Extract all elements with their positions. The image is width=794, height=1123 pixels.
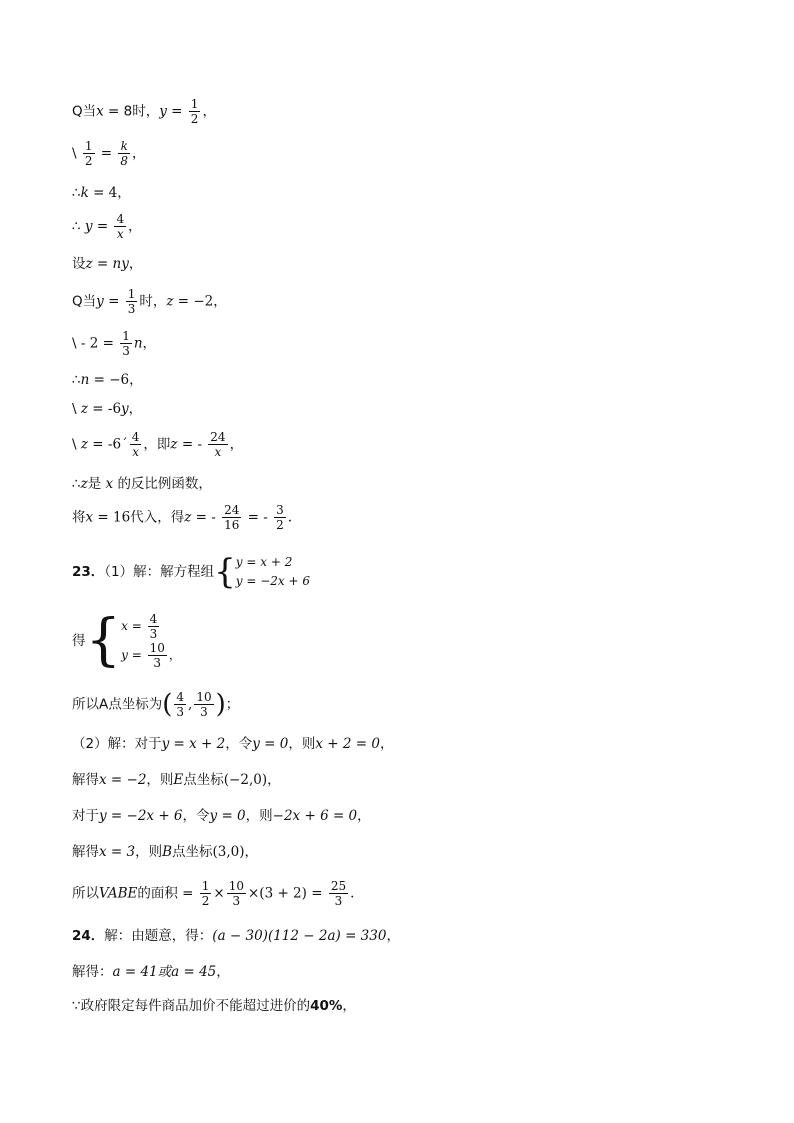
text: ∴ — [72, 476, 81, 492]
math-var: n — [133, 335, 143, 352]
math-expr: x = −2 — [99, 772, 147, 788]
text: = — [96, 145, 117, 162]
fraction — [114, 212, 126, 241]
math-var: y — [96, 293, 104, 310]
math-var: x — [85, 509, 94, 526]
text: （2）解：对于 — [72, 736, 162, 752]
text: 对于 — [72, 808, 99, 824]
brace: { — [85, 608, 122, 673]
text: = −6， — [89, 372, 143, 388]
text: （1）解：解方程组 — [104, 564, 215, 580]
denominator: 16 — [224, 518, 240, 532]
math-var: z — [184, 509, 192, 526]
denominator: 3 — [149, 627, 158, 641]
text: 设 — [72, 256, 86, 272]
math-var: y — [121, 401, 129, 417]
text: ， — [342, 998, 356, 1014]
math-expr: x + 2 = 0 — [315, 736, 380, 752]
text: 的反比例函数， — [117, 476, 212, 492]
text: 得 — [72, 633, 86, 649]
fraction — [148, 641, 167, 670]
text: = -6´ — [87, 436, 128, 453]
text: ，令 — [225, 736, 253, 752]
line-23 — [72, 1000, 356, 1014]
denominator: x — [132, 445, 139, 459]
text: 点坐标 — [172, 844, 213, 860]
math-var: z — [170, 436, 178, 453]
text: = 8时， — [103, 103, 160, 120]
text: \ — [72, 335, 77, 352]
line-12 — [72, 503, 292, 532]
text: ， — [244, 844, 259, 860]
line-22 — [72, 966, 230, 980]
text: 的面积 = — [137, 885, 198, 902]
math-var: z — [80, 476, 88, 492]
line-6 — [72, 287, 227, 316]
text: = — [92, 218, 113, 235]
numerator: 4 — [116, 212, 125, 226]
math-var: y — [84, 218, 93, 235]
text: ， — [128, 218, 142, 235]
text: \ — [72, 145, 77, 162]
line-4 — [72, 212, 142, 241]
denominator: 8 — [120, 154, 129, 168]
text: ， — [128, 401, 143, 417]
brace: { — [214, 552, 236, 592]
text: ，则 — [135, 844, 163, 860]
text: 40% — [310, 998, 343, 1014]
text: ， — [168, 648, 181, 662]
denominator: 2 — [190, 112, 199, 126]
line-9 — [72, 403, 142, 417]
numerator: 4 — [176, 690, 185, 704]
line-20 — [72, 879, 354, 908]
text: ，即 — [143, 436, 171, 453]
fraction — [83, 139, 95, 168]
text: \ — [72, 401, 77, 417]
denominator: 3 — [334, 894, 343, 908]
denominator: 2 — [84, 154, 93, 168]
text: = −2， — [173, 293, 227, 310]
math-expr: z = ny — [85, 256, 129, 272]
numerator: 4 — [131, 430, 140, 444]
numerator: k — [118, 139, 130, 154]
text: ， — [357, 808, 371, 824]
math-expr: x = 3 — [99, 844, 136, 860]
numerator: 3 — [276, 503, 284, 517]
fraction — [227, 879, 246, 908]
denominator: 3 — [232, 894, 241, 908]
solution-system — [121, 612, 181, 670]
equation: y = x + 2 — [235, 555, 293, 569]
line-18 — [72, 810, 371, 824]
text: = - — [177, 436, 207, 453]
equation-system — [236, 553, 310, 591]
text: ， — [132, 145, 146, 162]
text: 解得 — [72, 772, 99, 788]
fraction — [329, 879, 348, 908]
fraction — [274, 503, 286, 532]
denominator: 3 — [153, 656, 162, 670]
text: 点坐标 — [183, 772, 224, 788]
question-number: 23． — [72, 564, 105, 580]
line-13 — [72, 553, 310, 591]
text: - 2 = — [76, 335, 119, 352]
fraction — [126, 287, 138, 316]
math-var: z — [80, 401, 88, 417]
text: y = — [121, 648, 146, 662]
fraction — [189, 97, 201, 126]
text: ， — [142, 335, 157, 352]
text: = — [103, 293, 124, 310]
numerator: 10 — [228, 879, 244, 893]
line-7 — [72, 329, 156, 358]
math-var: z — [80, 436, 88, 453]
question-number: 24． — [72, 928, 105, 944]
text: ，则 — [245, 808, 273, 824]
math-expr: y = x + 2 — [161, 736, 226, 752]
text: 解：由题意，得： — [104, 928, 213, 944]
text: ； — [225, 696, 240, 713]
math-expr: (a − 30)(112 − 2a) = 330 — [212, 928, 387, 944]
text: ， — [379, 736, 394, 752]
fraction — [148, 612, 160, 641]
math-expr: (3,0) — [212, 844, 245, 860]
line-15 — [72, 690, 239, 719]
math-var: x — [105, 476, 114, 492]
denominator: x — [214, 445, 222, 459]
line-1 — [72, 97, 216, 126]
text: ， — [229, 436, 244, 453]
fraction — [208, 430, 227, 459]
numerator: 1 — [201, 879, 210, 893]
line-14 — [72, 608, 181, 673]
math-expr: y = −2x + 6 — [99, 808, 183, 824]
text: = 16代入，得 — [93, 509, 185, 526]
line-21 — [72, 930, 400, 944]
fraction — [200, 879, 212, 908]
text: ， — [267, 772, 281, 788]
math-expr: y = 0 — [209, 808, 246, 824]
line-5 — [72, 258, 142, 272]
denominator: 3 — [127, 302, 136, 316]
text: \ — [72, 436, 77, 453]
denominator: 3 — [200, 705, 208, 719]
text: ，令 — [182, 808, 210, 824]
math-var: x — [96, 103, 104, 120]
math-var: E — [173, 772, 184, 788]
numerator: 25 — [330, 879, 347, 893]
line-19 — [72, 846, 258, 860]
math-var: y — [159, 103, 167, 120]
text: ∴ — [72, 185, 81, 201]
text: = 4， — [88, 185, 131, 201]
denominator: 2 — [276, 518, 284, 532]
numerator: 1 — [122, 329, 130, 343]
text: 所以 — [72, 885, 99, 902]
text: x = — [121, 619, 146, 633]
text: 时， — [139, 293, 167, 310]
text: . — [287, 509, 293, 526]
fraction — [222, 503, 241, 532]
text: = - — [191, 509, 221, 526]
line-10 — [72, 430, 243, 459]
text: ， — [386, 928, 400, 944]
numerator: 10 — [196, 690, 212, 704]
denominator: 3 — [176, 705, 185, 719]
numerator: 1 — [190, 97, 199, 111]
line-11 — [72, 478, 212, 492]
fraction — [120, 329, 132, 358]
text: . — [350, 885, 355, 902]
math-var: k — [80, 185, 89, 201]
text: 所以A点坐标为 — [72, 696, 163, 713]
numerator: 1 — [84, 139, 93, 153]
math-var: n — [80, 372, 90, 388]
denominator: x — [116, 227, 124, 241]
numerator: 10 — [149, 641, 165, 655]
math-var: z — [166, 293, 174, 310]
text: × — [213, 885, 225, 902]
math-expr: (−2,0) — [223, 772, 268, 788]
math-expr: a = 41或a = 45 — [112, 964, 217, 980]
math-expr: y = 0 — [252, 736, 289, 752]
text: 将 — [72, 509, 86, 526]
text: Q当 — [72, 293, 97, 310]
numerator: 4 — [149, 612, 158, 626]
line-17 — [72, 774, 281, 788]
fraction — [194, 690, 213, 719]
text: ∴ — [72, 218, 81, 235]
denominator: 2 — [201, 894, 210, 908]
text: Q当 — [72, 103, 97, 120]
fraction — [118, 139, 130, 168]
text: ，则 — [288, 736, 316, 752]
text: ∵政府限定每件商品加价不能超过进价的 — [72, 998, 311, 1014]
text: 解得： — [72, 964, 113, 980]
text: = — [166, 103, 187, 120]
text: ×(3 + 2) = — [248, 885, 327, 902]
math-expr: −2x + 6 = 0 — [272, 808, 358, 824]
numerator: 1 — [127, 287, 136, 301]
numerator: 24 — [224, 503, 240, 517]
denominator: 3 — [122, 344, 130, 358]
text: , — [188, 696, 193, 713]
line-3 — [72, 187, 131, 201]
equation: y = −2x + 6 — [235, 574, 311, 588]
text: ， — [128, 256, 143, 272]
line-2 — [72, 139, 146, 168]
paren: ) — [215, 689, 226, 720]
fraction — [130, 430, 142, 459]
fraction — [174, 690, 186, 719]
text: ， — [216, 964, 230, 980]
math-var: B — [162, 844, 173, 860]
text: ， — [202, 103, 216, 120]
text: 是 — [87, 476, 102, 492]
line-8 — [72, 374, 143, 388]
text: = -6 — [87, 401, 122, 417]
text: = - — [243, 509, 273, 526]
math-expr: VABE — [99, 885, 138, 902]
numerator: 24 — [210, 430, 226, 444]
paren: ( — [162, 689, 173, 720]
text: ∴ — [72, 372, 81, 388]
text: ，则 — [146, 772, 174, 788]
text: 解得 — [72, 844, 99, 860]
line-16 — [72, 738, 393, 752]
